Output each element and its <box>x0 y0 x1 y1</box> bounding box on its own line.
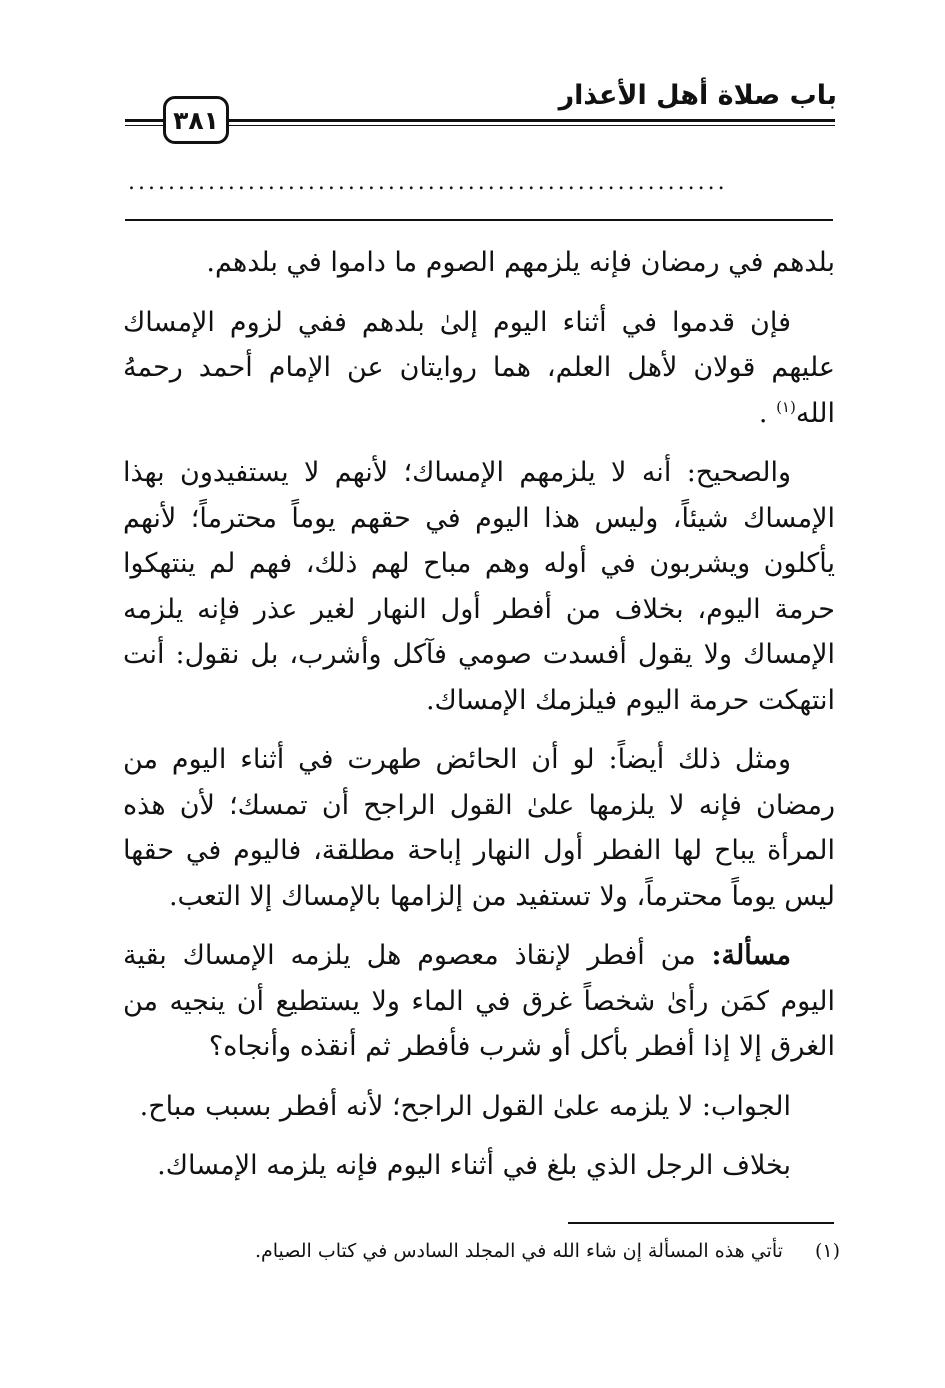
footnote-number: (١) <box>814 1240 840 1262</box>
header-rule-left-thin <box>125 125 165 126</box>
paragraph-1: بلدهم في رمضان فإنه يلزمهم الصوم ما داموا في بلدهم. <box>206 247 835 278</box>
footnote-rule <box>568 1222 834 1224</box>
header-rule-right <box>229 119 835 122</box>
running-title: باب صلاة أهل الأعذار <box>558 80 837 111</box>
footnote-text: تأتي هذه المسألة إن شاء الله في المجلد السادس في كتاب الصيام. <box>254 1240 783 1262</box>
paragraph-3: والصحيح: أنه لا يلزمهم الإمساك؛ لأنهم لا يستفيدون بهذا الإمساك شيئاً، وليس هذا اليوم في حقهم يوماً محترماً؛ لأنهم يأكلون ويشربون في أوله وهم مباح لهم ذلك، فهم لم ينتهكوا حرمة اليوم، بخلاف من أفطر أول النهار لغير عذر فإنه يلزمه الإمساك ولا يقول أفسدت صومي فآكل وأشرب، بل نقول: أنت انتهكت حرمة اليوم فيلزمك الإمساك. <box>123 457 835 716</box>
paragraph-2 <box>123 300 835 437</box>
paragraph-4: ومثل ذلك أيضاً: لو أن الحائض طهرت في أثناء اليوم من رمضان فإنه لا يلزمها علىٰ القول الراجح أن تمسك؛ لأن هذه المرأة يباح لها الفطر أول النهار إباحة مطلقة، فاليوم في حقها ليس يوماً محترماً، ولا تستفيد من إلزامها بالإمساك إلا التعب. <box>123 744 835 912</box>
footnote-reference[interactable]: (١) <box>776 397 796 416</box>
issue-label: مسألة: <box>711 940 791 971</box>
paragraph-2-end: . <box>758 397 777 429</box>
body-text <box>123 240 835 1203</box>
header-rule-left <box>125 119 165 122</box>
footnote <box>128 1236 840 1266</box>
page-number: ٣٨١ <box>163 96 229 144</box>
header-rule-right-thin <box>229 125 835 126</box>
text-top-rule <box>125 219 833 221</box>
paragraph-6: الجواب: لا يلزمه علىٰ القول الراجح؛ لأنه أفطر بسبب مباح. <box>139 1090 791 1122</box>
dotted-separator: ............................................................ <box>128 170 728 195</box>
paragraph-5-text: من أفطر لإنقاذ معصوم هل يلزمه الإمساك بقية اليوم كمَن رأىٰ شخصاً غرق في الماء ولا يستطيع أن ينجيه من الغرق إلا إذا أفطر بأكل أو شرب فأفطر ثم أنقذه وأنجاه؟ <box>123 940 835 1062</box>
paragraph-7: بخلاف الرجل الذي بلغ في أثناء اليوم فإنه يلزمه الإمساك. <box>157 1150 791 1181</box>
paragraph-5 <box>123 933 835 1070</box>
paragraph-2-text: فإن قدموا في أثناء اليوم إلىٰ بلدهم ففي لزوم الإمساك عليهم قولان لأهل العلم، هما روايتان عن الإمام أحمد رحمهُ الله <box>123 306 835 429</box>
